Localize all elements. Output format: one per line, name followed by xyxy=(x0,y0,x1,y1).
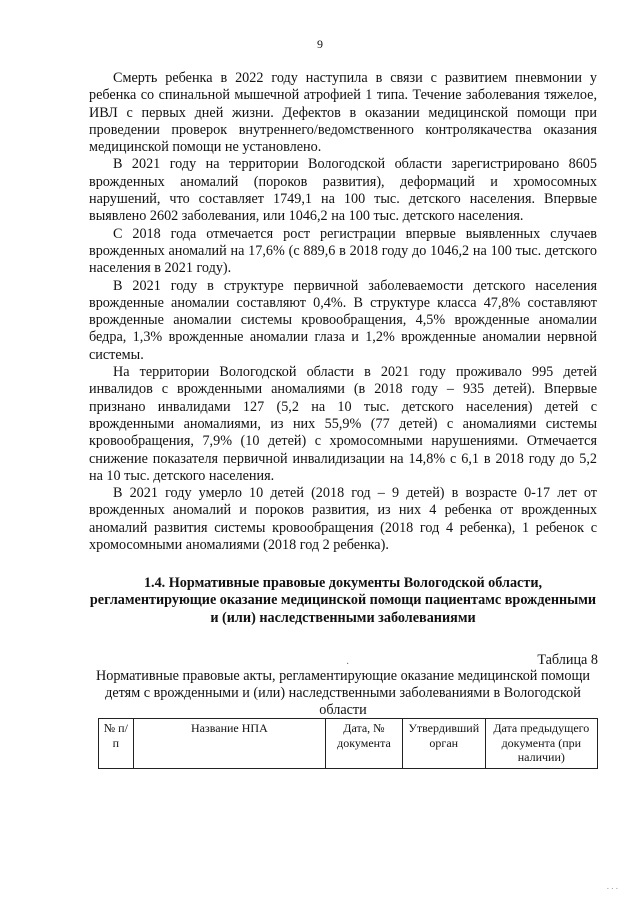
scan-artifact: · xyxy=(346,659,350,670)
header-num: № п/п xyxy=(99,719,134,769)
table-caption: Нормативные правовые акты, регламентирующие оказание медицинской помощи детям с врожденными и (или) наследственными заболеваниями в Вологодской области xyxy=(96,668,590,718)
header-name: Название НПА xyxy=(133,719,325,769)
npa-table xyxy=(98,718,598,769)
header-org: Утвердивший орган xyxy=(402,719,485,769)
header-date: Дата, № документа xyxy=(326,719,403,769)
paragraph: В 2021 году на территории Вологодской области зарегистрировано 8605 врожденных аномалий (пороков развития), деформаций и хромосомных нарушений, что составляет 1749,1 на 100 тыс. детского населения. Впервые выявлено 2602 заболевания, или 1046,2 на 100 тыс. детского населения. xyxy=(89,156,597,225)
scan-corner-mark: . . . xyxy=(606,881,618,891)
table-label: Таблица 8 xyxy=(537,652,598,668)
section-heading: 1.4. Нормативные правовые документы Вологодской области, регламентирующие оказание медицинской помощи пациентамс врожденными и (или) наследственными заболеваниями xyxy=(89,575,597,626)
paragraph: В 2021 году умерло 10 детей (2018 год – 9 детей) в возрасте 0-17 лет от врожденных аномалий и пороков развития, из них 4 ребенка от врожденных аномалий развития системы кровообращения (2018 год 4 ребенка), 1 ребенок с хромосомными аномалиями (2018 год 2 ребенка). xyxy=(89,485,597,554)
page-number: 9 xyxy=(317,37,323,51)
paragraph: С 2018 года отмечается рост регистрации впервые выявленных случаев врожденных аномалий на 17,6% (с 889,6 в 2018 году до 1046,2 на 100 тыс. детского населения в 2021 году). xyxy=(89,225,597,277)
paragraph: На территории Вологодской области в 2021 году проживало 995 детей инвалидов с врожденными аномалиями (в 2018 году – 935 детей). Впервые признано инвалидами 127 (5,2 на 10 тыс. детского населения) детей с врожденными аномалиями, из них 55,9% (77 детей) с аномалиями системы кровообращения, 7,9% (10 детей) с хромосомными нарушениями. Отмечается снижение показателя первичной инвалидизации на 14,8% с 6,1 в 2018 году до 5,2 на 10 тыс. детского населения. xyxy=(89,364,597,484)
table-header-row xyxy=(99,719,598,769)
paragraph: В 2021 году в структуре первичной заболеваемости детского населения врожденные аномалии составляют 0,4%. В структуре класса 47,8% составляют врожденные аномалии системы кровообращения, 4,5% врожденные аномалии бедра, 1,3% врожденные аномалии глаза и 1,2% врожденные аномалии нервной системы. xyxy=(89,277,597,363)
body-text xyxy=(89,70,597,554)
paragraph: Смерть ребенка в 2022 году наступила в связи с развитием пневмонии у ребенка со спинальной мышечной атрофией 1 типа. Течение заболевания тяжелое, ИВЛ с первых дней жизни. Дефектов в оказании медицинской помощи при проведении проверок внутреннего/ведомственного контролякачества оказания медицинской помощи не установлено. xyxy=(89,70,597,156)
header-prev: Дата предыдущего документа (при наличии) xyxy=(485,719,597,769)
